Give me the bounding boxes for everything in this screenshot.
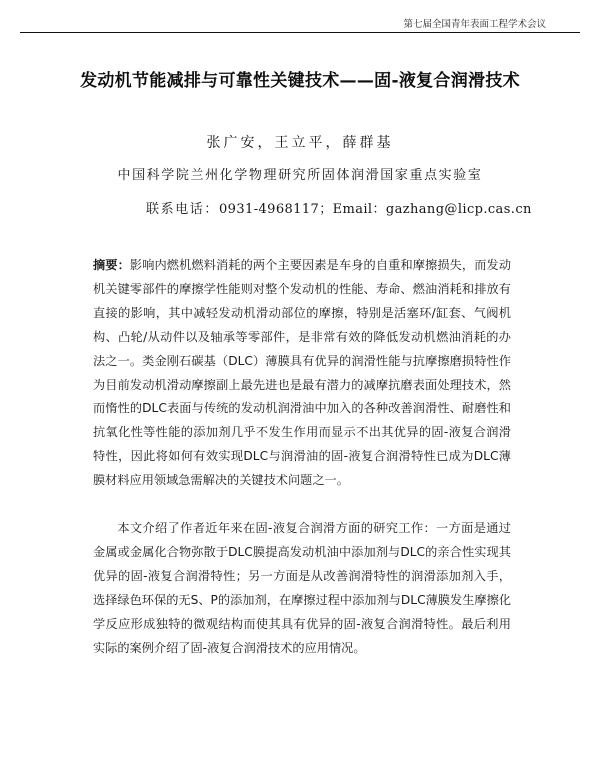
abstract [93,254,511,493]
email-address: gazhang@licp.cas.cn [385,202,532,217]
paper-title: 发动机节能减排与可靠性关键技术——固-液复合润滑技术 [80,71,520,91]
email-label: ；Email： [319,202,386,217]
affiliation: 中国科学院兰州化学物理研究所固体润滑国家重点实验室 [117,168,483,183]
contact-label: 联系电话： [146,202,220,217]
contact-line [146,198,570,217]
author-list: 张广安，王立平，薛群基 [206,135,394,151]
body-paragraph: 本文介绍了作者近年来在固-液复合润滑方面的研究工作：一方面是通过金属或金属化合物弥散于DLC膜提高发动机油中添加剂与DLC的亲合性实现其优异的固-液复合润滑特性；另一方面是从改善润滑特性的润滑添加剂入手，选择绿色环保的无S、P的添加剂，在摩擦过程中添加剂与DLC薄膜发生摩擦化学反应形成独特的微观结构而使其具有优异的固-液复合润滑特性。最后利用实际的案例介绍了固-液复合润滑技术的应用情况。 [93,521,511,655]
abstract-text: 影响内燃机燃料消耗的两个主要因素是车身的自重和摩擦损失，而发动机关键零部件的摩擦学性能则对整个发动机的性能、寿命、燃油消耗和排放有直接的影响，其中减轻发动机滑动部位的摩擦，特别是活塞环/缸套、气阀机构、凸轮/从动件以及轴承等零部件，是非常有效的降低发动机燃油消耗的办法之一。类金刚石碳基（DLC）薄膜具有优异的润滑性能与抗摩擦磨损特性作为目前发动机滑动摩擦副上最先进也是最有潜力的减摩抗磨表面处理技术，然而惰性的DLC表面与传统的发动机润滑油中加入的各种改善润滑性、耐磨性和抗氧化性等性能的添加剂几乎不发生作用而显示不出其优异的固-液复合润滑特性，因此将如何有效实现DLC与润滑油的固-液复合润滑特性已成为DLC薄膜材料应用领域急需解决的关键技术问题之一。 [93,258,512,488]
header-rule [20,32,580,33]
phone-number: 0931-4968117 [219,202,320,217]
abstract-label: 摘要： [93,258,130,272]
running-header: 第七届全国青年表面工程学术会议 [403,19,546,30]
